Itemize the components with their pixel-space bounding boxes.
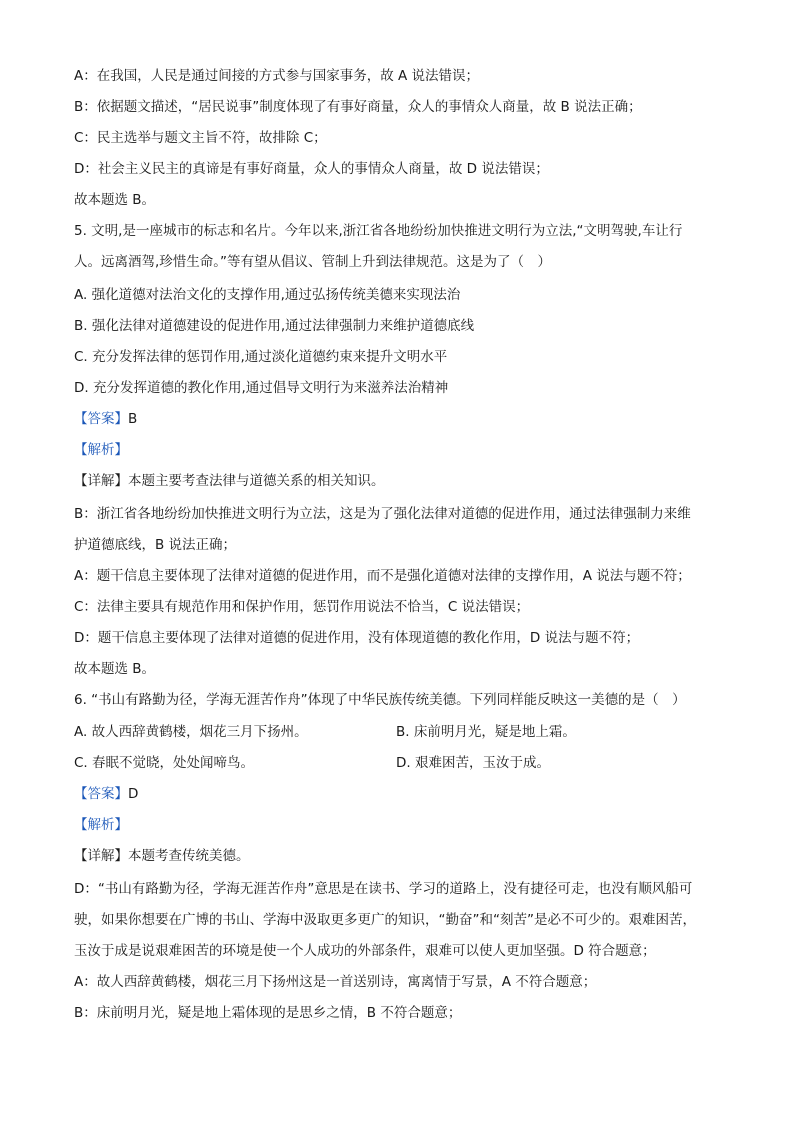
prev-option-c-explanation: C：民主选举与题文主旨不符，故排除 C； [74,130,327,146]
q6-stem: 6. “书山有路勤为径，学海无涯苦作舟”体现了中华民族传统美德。下列同样能反映这一美德的是（ ） [74,692,686,708]
prev-option-b-explanation: B：依据题文描述，“居民说事”制度体现了有事好商量，众人的事情众人商量，故 B 说法正确； [74,99,642,115]
q5-answer-value: B [128,411,138,427]
q5-option-d: D. 充分发挥道德的教化作用,通过倡导文明行为来滋养法治精神 [74,380,449,396]
q6-explanation-d-line-1: D：“书山有路勤为径，学海无涯苦作舟”意思是在读书、学习的道路上，没有捷径可走，也没有顺风船可 [74,881,693,897]
q5-explanation-a: A：题干信息主要体现了法律对道德的促进作用，而不是强化道德对法律的支撑作用，A 说法与题不符； [74,568,691,584]
q6-analysis-tag: 【解析】 [74,817,128,833]
prev-option-d-explanation: D：社会主义民主的真谛是有事好商量，众人的事情众人商量，故 D 说法错误； [74,161,549,177]
q5-stem-line-1: 5. 文明,是一座城市的标志和名片。今年以来,浙江省各地纷纷加快推进文明行为立法,“文明驾驶,车让行 [74,223,683,239]
q5-detail [74,471,385,491]
prev-conclusion: 故本题选 B。 [74,192,156,208]
q5-explanation-d: D：题干信息主要体现了法律对道德的促进作用，没有体现道德的教化作用，D 说法与题不符； [74,630,640,646]
q5-analysis-tag: 【解析】 [74,442,128,458]
q5-stem-line-2: 人。远离酒驾,珍惜生命。”等有望从倡议、管制上升到法律规范。这是为了（ ） [74,254,552,270]
q6-option-d: D. 艰难困苦，玉汝于成。 [396,755,550,771]
q6-detail-tag: 【详解】 [74,848,128,864]
q5-answer-tag: 【答案】 [74,411,128,427]
q5-explanation-b-line-1: B：浙江省各地纷纷加快推进文明行为立法，这是为了强化法律对道德的促进作用，通过法律强制力来维 [74,506,691,522]
q6-option-c: C. 春眠不觉晓，处处闻啼鸟。 [74,755,255,771]
q6-analysis-heading [74,815,128,835]
q5-analysis-heading [74,440,128,460]
q5-detail-tag: 【详解】 [74,473,128,489]
q5-detail-text: 本题主要考查法律与道德关系的相关知识。 [128,473,385,489]
q6-answer [74,784,138,804]
q6-detail-text: 本题考查传统美德。 [128,848,250,864]
q5-explanation-b-line-2: 护道德底线，B 说法正确； [74,537,237,553]
q6-explanation-a: A：故人西辞黄鹤楼，烟花三月下扬州这是一首送别诗，寓离情于写景，A 不符合题意； [74,974,597,990]
q5-answer [74,409,137,429]
prev-option-a-explanation: A：在我国，人民是通过间接的方式参与国家事务，故 A 说法错误； [74,68,480,84]
q6-answer-tag: 【答案】 [74,786,128,802]
q6-option-b: B. 床前明月光，疑是地上霜。 [396,724,576,740]
q5-conclusion: 故本题选 B。 [74,661,156,677]
q5-explanation-c: C：法律主要具有规范作用和保护作用，惩罚作用说法不恰当，C 说法错误； [74,599,530,615]
q5-option-b: B. 强化法律对道德建设的促进作用,通过法律强制力来维护道德底线 [74,318,475,334]
q6-explanation-b: B：床前明月光，疑是地上霜体现的是思乡之情，B 不符合题意； [74,1005,462,1021]
q6-detail [74,846,250,866]
q6-option-a: A. 故人西辞黄鹤楼，烟花三月下扬州。 [74,724,308,740]
q6-explanation-d-line-3: 玉汝于成是说艰难困苦的环境是使一个人成功的外部条件，艰难可以使人更加坚强。D 符合题意； [74,943,656,959]
q6-explanation-d-line-2: 驶，如果你想要在广博的书山、学海中汲取更多更广的知识，“勤奋”和“刻苦”是必不可少的。艰难困苦， [74,912,696,928]
q5-option-c: C. 充分发挥法律的惩罚作用,通过淡化道德约束来提升文明水平 [74,349,448,365]
q5-option-a: A. 强化道德对法治文化的支撑作用,通过弘扬传统美德来实现法治 [74,287,461,303]
q6-answer-value: D [128,786,139,802]
